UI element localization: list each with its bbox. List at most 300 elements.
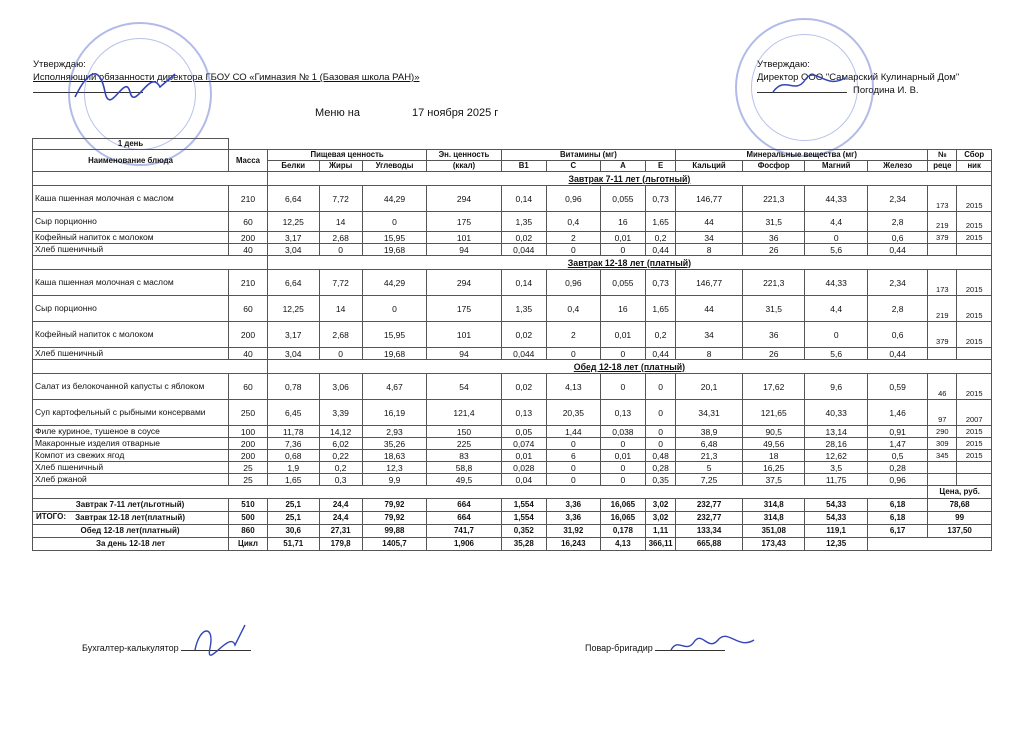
- dish-name: Суп картофельный с рыбными консервами: [33, 400, 229, 426]
- cell-recipe: 173: [928, 270, 957, 296]
- cell-ve: 0,2: [646, 232, 676, 244]
- cell-b1: 1,35: [501, 296, 546, 322]
- cell-f: 3,06: [319, 374, 362, 400]
- total-f: 24,4: [319, 499, 362, 512]
- total-p: 25,1: [267, 512, 319, 525]
- dish-name: Сыр порционно: [33, 212, 229, 232]
- price-header: Цена, руб.: [928, 486, 992, 499]
- col-fats: Жиры: [319, 161, 362, 172]
- cell-kcal: 54: [427, 374, 501, 400]
- total-fe: 6,18: [867, 512, 927, 525]
- total-mass: 860: [229, 525, 268, 538]
- cell-year: [957, 244, 992, 256]
- cell-va: 0: [600, 462, 645, 474]
- cell-f: 7,72: [319, 270, 362, 296]
- total-mg: 54,33: [805, 499, 867, 512]
- cell-va: 16: [600, 296, 645, 322]
- cell-fe: 0,44: [867, 244, 927, 256]
- day-total-f: 179,8: [319, 538, 362, 551]
- cell-mg: 5,6: [805, 348, 867, 360]
- cell-b1: 0,02: [501, 232, 546, 244]
- col-mass: Масса: [229, 150, 268, 172]
- cell-c: 19,68: [362, 348, 427, 360]
- cell-fe: 2,8: [867, 212, 927, 232]
- cell-mass: 60: [229, 212, 268, 232]
- cell-vc: 4,13: [546, 374, 600, 400]
- cell-b1: 0,02: [501, 322, 546, 348]
- table-row: [33, 322, 992, 348]
- col-collection: Сбор: [957, 150, 992, 161]
- cell-vc: 0,96: [546, 186, 600, 212]
- cell-ph: 121,65: [742, 400, 804, 426]
- cell-kcal: 150: [427, 426, 501, 438]
- cell-year: 2015: [957, 270, 992, 296]
- total-ph: 314,8: [742, 512, 804, 525]
- cell-ca: 44: [676, 296, 743, 322]
- day-total-row: [33, 538, 992, 551]
- cell-vc: 6: [546, 450, 600, 462]
- day-total-ve: 366,11: [646, 538, 676, 551]
- total-vc: 3,36: [546, 512, 600, 525]
- accountant-signature: [190, 620, 250, 660]
- cell-p: 7,36: [267, 438, 319, 450]
- cell-c: 15,95: [362, 322, 427, 348]
- dish-name: Сыр порционно: [33, 296, 229, 322]
- cell-ph: 49,56: [742, 438, 804, 450]
- cell-recipe: [928, 348, 957, 360]
- accountant-label: Бухгалтер-калькулятор: [82, 643, 179, 653]
- col-b1: В1: [501, 161, 546, 172]
- totals-row: [33, 499, 992, 512]
- cell-b1: 0,14: [501, 270, 546, 296]
- table-row: [33, 244, 992, 256]
- day-total-ca: 665,88: [676, 538, 743, 551]
- col-collection-2: ник: [957, 161, 992, 172]
- cell-ca: 38,9: [676, 426, 743, 438]
- cell-f: 0,2: [319, 462, 362, 474]
- cell-mg: 44,33: [805, 270, 867, 296]
- cell-ve: 1,65: [646, 212, 676, 232]
- total-b1: 1,554: [501, 499, 546, 512]
- total-vc: 3,36: [546, 499, 600, 512]
- cell-vc: 0,96: [546, 270, 600, 296]
- cell-vc: 0: [546, 438, 600, 450]
- col-magnesium: Магний: [805, 161, 867, 172]
- total-price: 99: [928, 512, 992, 525]
- total-price: 137,50: [928, 525, 992, 538]
- totals-label: ИТОГО:: [36, 512, 66, 521]
- cell-fe: 0,5: [867, 450, 927, 462]
- cell-mass: 60: [229, 374, 268, 400]
- cell-kcal: 101: [427, 232, 501, 244]
- cell-year: [957, 474, 992, 486]
- col-calcium: Кальций: [676, 161, 743, 172]
- total-fe: 6,17: [867, 525, 927, 538]
- cell-year: 2015: [957, 296, 992, 322]
- total-c: 79,92: [362, 512, 427, 525]
- cell-vc: 0: [546, 474, 600, 486]
- cell-ph: 26: [742, 244, 804, 256]
- cell-fe: 1,47: [867, 438, 927, 450]
- total-c: 79,92: [362, 499, 427, 512]
- cell-ca: 146,77: [676, 270, 743, 296]
- cell-p: 3,17: [267, 232, 319, 244]
- cell-fe: 2,8: [867, 296, 927, 322]
- cell-b1: 0,044: [501, 244, 546, 256]
- cell-ca: 34: [676, 322, 743, 348]
- table-row: [33, 348, 992, 360]
- table-row: [33, 232, 992, 244]
- cell-b1: 0,05: [501, 426, 546, 438]
- cell-kcal: 175: [427, 212, 501, 232]
- section-header-blank: [33, 256, 268, 270]
- cell-p: 1,9: [267, 462, 319, 474]
- cell-recipe: 379: [928, 322, 957, 348]
- total-va: 0,178: [600, 525, 645, 538]
- cell-b1: 0,028: [501, 462, 546, 474]
- cell-c: 4,67: [362, 374, 427, 400]
- dish-name: Хлеб ржаной: [33, 474, 229, 486]
- col-c: С: [546, 161, 600, 172]
- cell-c: 19,68: [362, 244, 427, 256]
- cell-b1: 0,04: [501, 474, 546, 486]
- total-b1: 0,352: [501, 525, 546, 538]
- day-total-vc: 16,243: [546, 538, 600, 551]
- dish-name: Кофейный напиток с молоком: [33, 232, 229, 244]
- total-ph: 351,08: [742, 525, 804, 538]
- table-row: [33, 374, 992, 400]
- table-row: [33, 270, 992, 296]
- day-total-ph: 173,43: [742, 538, 804, 551]
- cell-ca: 34: [676, 232, 743, 244]
- cell-p: 11,78: [267, 426, 319, 438]
- cell-fe: 0,96: [867, 474, 927, 486]
- cell-ph: 26: [742, 348, 804, 360]
- approval-right-label: Утверждаю:: [757, 59, 810, 70]
- cell-mass: 200: [229, 438, 268, 450]
- cook-label: Повар-бригадир: [585, 643, 653, 653]
- cell-kcal: 294: [427, 186, 501, 212]
- cell-recipe: 219: [928, 296, 957, 322]
- cell-p: 1,65: [267, 474, 319, 486]
- cell-c: 44,29: [362, 270, 427, 296]
- cell-p: 3,17: [267, 322, 319, 348]
- approval-left-label: Утверждаю:: [33, 59, 86, 70]
- cell-f: 14,12: [319, 426, 362, 438]
- cell-vc: 1,44: [546, 426, 600, 438]
- cell-vc: 0,4: [546, 212, 600, 232]
- col-e: Е: [646, 161, 676, 172]
- cell-b1: 0,074: [501, 438, 546, 450]
- total-mass: 500: [229, 512, 268, 525]
- cell-b1: 0,02: [501, 374, 546, 400]
- menu-date: 17 ноября 2025 г: [411, 107, 499, 119]
- cell-ca: 146,77: [676, 186, 743, 212]
- cell-vc: 0: [546, 462, 600, 474]
- cell-vc: 0: [546, 348, 600, 360]
- cell-f: 2,68: [319, 232, 362, 244]
- total-fe: 6,18: [867, 499, 927, 512]
- cell-p: 12,25: [267, 296, 319, 322]
- cell-f: 0,22: [319, 450, 362, 462]
- table-row: [33, 474, 992, 486]
- cell-ca: 5: [676, 462, 743, 474]
- cell-year: [957, 462, 992, 474]
- cell-p: 6,64: [267, 186, 319, 212]
- day-total-blank: [867, 538, 991, 551]
- col-vitamins: Витамины (мг): [501, 150, 676, 161]
- approval-right-person: Погодина И. В.: [853, 85, 919, 96]
- cell-fe: 0,91: [867, 426, 927, 438]
- cell-fe: 0,6: [867, 232, 927, 244]
- cell-c: 18,63: [362, 450, 427, 462]
- cell-recipe: 219: [928, 212, 957, 232]
- cell-f: 14: [319, 212, 362, 232]
- cell-year: 2015: [957, 186, 992, 212]
- cell-va: 0: [600, 374, 645, 400]
- dish-name: Кофейный напиток с молоком: [33, 322, 229, 348]
- section-title: Обед 12-18 лет (платный): [267, 360, 991, 374]
- cell-va: 0: [600, 438, 645, 450]
- cell-ph: 31,5: [742, 296, 804, 322]
- cell-p: 0,68: [267, 450, 319, 462]
- cell-kcal: 121,4: [427, 400, 501, 426]
- day-total-p: 51,71: [267, 538, 319, 551]
- cell-mass: 25: [229, 474, 268, 486]
- cell-ph: 31,5: [742, 212, 804, 232]
- cell-b1: 1,35: [501, 212, 546, 232]
- cell-p: 3,04: [267, 348, 319, 360]
- cell-ve: 0,73: [646, 270, 676, 296]
- table-row: [33, 438, 992, 450]
- cell-year: 2015: [957, 212, 992, 232]
- cell-f: 2,68: [319, 322, 362, 348]
- cell-ph: 221,3: [742, 186, 804, 212]
- cell-year: 2015: [957, 438, 992, 450]
- cell-recipe: 173: [928, 186, 957, 212]
- cell-fe: 2,34: [867, 270, 927, 296]
- table-row: [33, 212, 992, 232]
- cell-ca: 20,1: [676, 374, 743, 400]
- table-row: [33, 450, 992, 462]
- approval-left-position: Исполняющий обязанности директора ГБОУ СО «Гимназия № 1 (Базовая школа РАН)»: [33, 72, 420, 83]
- cell-va: 0,01: [600, 450, 645, 462]
- cell-recipe: 379: [928, 232, 957, 244]
- cell-ph: 36: [742, 232, 804, 244]
- col-energy: Эн. ценность: [427, 150, 501, 161]
- cell-f: 3,39: [319, 400, 362, 426]
- menu-title-label: Меню на: [315, 107, 360, 119]
- cell-mg: 40,33: [805, 400, 867, 426]
- cell-recipe: [928, 462, 957, 474]
- total-f: 24,4: [319, 512, 362, 525]
- cell-recipe: [928, 474, 957, 486]
- cell-recipe: 345: [928, 450, 957, 462]
- day-total-b1: 35,28: [501, 538, 546, 551]
- day-total-va: 4,13: [600, 538, 645, 551]
- cell-f: 0: [319, 244, 362, 256]
- table-row: [33, 462, 992, 474]
- section-title: Завтрак 7-11 лет (льготный): [267, 172, 991, 186]
- cell-kcal: 94: [427, 244, 501, 256]
- cell-ve: 0,44: [646, 348, 676, 360]
- section-header-blank: [33, 360, 268, 374]
- cell-vc: 2: [546, 322, 600, 348]
- cell-c: 12,3: [362, 462, 427, 474]
- total-p: 30,6: [267, 525, 319, 538]
- total-kcal: 664: [427, 512, 501, 525]
- cell-mass: 100: [229, 426, 268, 438]
- cell-fe: 1,46: [867, 400, 927, 426]
- dish-name: Каша пшенная молочная с маслом: [33, 270, 229, 296]
- totals-row: [33, 512, 992, 525]
- col-a: А: [600, 161, 645, 172]
- cell-mass: 25: [229, 462, 268, 474]
- cell-recipe: 309: [928, 438, 957, 450]
- cell-ca: 6,48: [676, 438, 743, 450]
- cell-mg: 3,5: [805, 462, 867, 474]
- total-mg: 119,1: [805, 525, 867, 538]
- cell-vc: 0,4: [546, 296, 600, 322]
- cell-recipe: 97: [928, 400, 957, 426]
- cell-va: 16: [600, 212, 645, 232]
- col-phosphorus: Фосфор: [742, 161, 804, 172]
- cell-c: 2,93: [362, 426, 427, 438]
- dish-name: Макаронные изделия отварные: [33, 438, 229, 450]
- cell-p: 3,04: [267, 244, 319, 256]
- cell-b1: 0,01: [501, 450, 546, 462]
- cell-fe: 0,59: [867, 374, 927, 400]
- total-mass: 510: [229, 499, 268, 512]
- cell-fe: 0,6: [867, 322, 927, 348]
- price-header-blank: [33, 486, 928, 499]
- cell-f: 14: [319, 296, 362, 322]
- approval-right-position: Директор ООО "Самарский Кулинарный Дом": [757, 72, 960, 83]
- section-header-blank: [33, 172, 268, 186]
- dish-name: Компот из свежих ягод: [33, 450, 229, 462]
- cell-mg: 13,14: [805, 426, 867, 438]
- cell-year: [957, 348, 992, 360]
- cell-ve: 0,73: [646, 186, 676, 212]
- dish-name: Салат из белокочанной капусты с яблоком: [33, 374, 229, 400]
- cell-ve: 0,44: [646, 244, 676, 256]
- total-ca: 133,34: [676, 525, 743, 538]
- cell-mass: 60: [229, 296, 268, 322]
- total-va: 16,065: [600, 512, 645, 525]
- cell-mg: 9,6: [805, 374, 867, 400]
- cell-va: 0,13: [600, 400, 645, 426]
- table-row: [33, 426, 992, 438]
- cell-mg: 4,4: [805, 296, 867, 322]
- cell-va: 0: [600, 348, 645, 360]
- cell-ca: 7,25: [676, 474, 743, 486]
- cell-mass: 40: [229, 348, 268, 360]
- cell-b1: 0,044: [501, 348, 546, 360]
- cell-ve: 0,35: [646, 474, 676, 486]
- table-row: [33, 400, 992, 426]
- day-total-kcal: 1,906: [427, 538, 501, 551]
- cell-ve: 1,65: [646, 296, 676, 322]
- dish-name: Филе куриное, тушеное в соусе: [33, 426, 229, 438]
- cell-p: 12,25: [267, 212, 319, 232]
- menu-body: [33, 172, 992, 551]
- day-total-mass: Цикл: [229, 538, 268, 551]
- menu-title: [315, 107, 550, 119]
- total-price: 78,68: [928, 499, 992, 512]
- section-title: Завтрак 12-18 лет (платный): [267, 256, 991, 270]
- cell-va: 0,055: [600, 270, 645, 296]
- cell-vc: 0: [546, 244, 600, 256]
- col-iron: Железо: [867, 161, 927, 172]
- cell-year: 2007: [957, 400, 992, 426]
- cell-kcal: 294: [427, 270, 501, 296]
- cell-ca: 8: [676, 244, 743, 256]
- cell-kcal: 101: [427, 322, 501, 348]
- cell-ve: 0,28: [646, 462, 676, 474]
- cell-ph: 16,25: [742, 462, 804, 474]
- dish-name: Хлеб пшеничный: [33, 462, 229, 474]
- cell-year: 2015: [957, 450, 992, 462]
- cell-c: 16,19: [362, 400, 427, 426]
- col-kcal: (ккал): [427, 161, 501, 172]
- total-f: 27,31: [319, 525, 362, 538]
- cell-va: 0,01: [600, 322, 645, 348]
- cell-c: 35,26: [362, 438, 427, 450]
- cell-ve: 0: [646, 374, 676, 400]
- cell-f: 7,72: [319, 186, 362, 212]
- price-header-row: [33, 486, 992, 499]
- cell-ve: 0: [646, 400, 676, 426]
- total-ca: 232,77: [676, 512, 743, 525]
- cell-mass: 210: [229, 186, 268, 212]
- cell-kcal: 225: [427, 438, 501, 450]
- cell-mg: 0: [805, 232, 867, 244]
- col-proteins: Белки: [267, 161, 319, 172]
- total-ve: 1,11: [646, 525, 676, 538]
- cell-mass: 210: [229, 270, 268, 296]
- cell-mg: 4,4: [805, 212, 867, 232]
- cell-f: 0: [319, 348, 362, 360]
- cell-b1: 0,13: [501, 400, 546, 426]
- cell-ph: 36: [742, 322, 804, 348]
- cell-ca: 8: [676, 348, 743, 360]
- cell-p: 6,64: [267, 270, 319, 296]
- total-ph: 314,8: [742, 499, 804, 512]
- cell-fe: 2,34: [867, 186, 927, 212]
- cell-va: 0,01: [600, 232, 645, 244]
- cell-mg: 28,16: [805, 438, 867, 450]
- cell-c: 15,95: [362, 232, 427, 244]
- col-name: Наименование блюда: [33, 150, 229, 172]
- cell-mass: 200: [229, 232, 268, 244]
- total-ve: 3,02: [646, 512, 676, 525]
- total-b1: 1,554: [501, 512, 546, 525]
- cell-mg: 5,6: [805, 244, 867, 256]
- total-vc: 31,92: [546, 525, 600, 538]
- cell-ve: 0,2: [646, 322, 676, 348]
- total-va: 16,065: [600, 499, 645, 512]
- cell-ve: 0: [646, 438, 676, 450]
- cell-kcal: 49,5: [427, 474, 501, 486]
- total-c: 99,88: [362, 525, 427, 538]
- cell-year: 2015: [957, 374, 992, 400]
- cell-ph: 90,5: [742, 426, 804, 438]
- cell-ve: 0,48: [646, 450, 676, 462]
- cell-ph: 17,62: [742, 374, 804, 400]
- col-recipe-no: №: [928, 150, 957, 161]
- cell-kcal: 83: [427, 450, 501, 462]
- cell-c: 44,29: [362, 186, 427, 212]
